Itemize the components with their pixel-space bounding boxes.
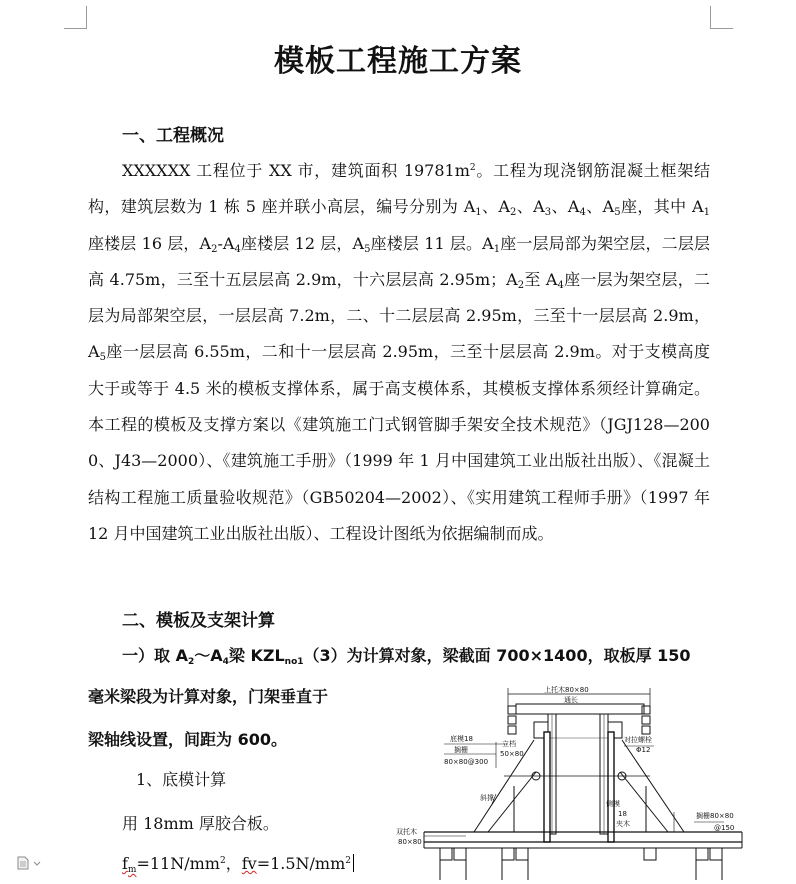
- formwork-drawing: [424, 688, 742, 880]
- label-double-bracket-spec: 80×80: [398, 838, 422, 846]
- formula-line: $f_m=11N/mm^2$，$fv=1.5N/mm^2$: [122, 852, 354, 876]
- label-top-beam: 上托木80×80: [544, 686, 589, 694]
- document-title: 模板工程施工方案: [274, 44, 522, 79]
- label-gang: 搁栅: [454, 746, 468, 754]
- label-side-mold-spec: 18: [618, 810, 627, 818]
- label-double-bracket: 双托木: [396, 828, 417, 836]
- section-heading-2: 二、模板及支架计算: [122, 611, 275, 631]
- label-tong-chang: 通长: [564, 696, 578, 704]
- label-brace: 斜撑: [480, 794, 494, 802]
- label-li-dang-spec: 50×80: [500, 750, 524, 758]
- margin-mark-top-right: [710, 6, 733, 29]
- formwork-diagram: [384, 682, 754, 880]
- document-icon[interactable]: [16, 856, 46, 870]
- subsection-heading-line3: 梁轴线设置，间距为 600。: [88, 730, 287, 749]
- subsection-heading-line1: 一）取 $A_2\sim A_4$梁 $KZL_{no1}(3)$为计算对象，梁截面 700×1400，取板厚 150: [122, 646, 691, 667]
- label-side-mold: 侧模: [606, 800, 620, 808]
- section1-paragraph: XXXXXX 工程位于 XX 市，建筑面积 $19781m^2$。工程为现浇钢筋混凝土框架结构，建筑层数为 1 栋 5 座并联小高层，编号分别为 $A_1$、$A_2$、$A_3$、$A_4$、$A_5$座，其中 $A_1$座楼层 16 层，$A_2-A_4$座楼层 12 层，$A_5$座楼层 11 层。$A_1$座一层局部为架空层，二层层高 4.75m，三至十五层层高 2.9m，十六层层高 2.95m；$A_2$至 $A_4$座一层为架空层，二层为局部架空层，一层层高 7.2m，二、十二层层高 2.95m，三至十一层层高 2.9m，$A_5$座一层层高 6.55m，二和十一层层高 2.95m，三至十层层高 2.9m。对于支模高度大于或等于 4.5 米的模板支撑体系，属于高支模体系，其模板支撑体系须经计算确定。本工程的模板及支撑方案以《建筑施工门式钢管脚手架安全技术规范》（JGJ128—2000、J43—2000）、《建筑施工手册》（1999 年 1 月中国建筑工业出版社出版）、《混凝土结构工程施工质量验收规范》（GB50204—2002）、《实用建筑工程师手册》（1997 年 12 月中国建筑工业出版社出版）、工程设计图纸为依据编制而成。: [88, 161, 710, 543]
- label-grille-spec: @150: [714, 824, 735, 832]
- label-tie-bolt: 对拉螺栓: [624, 736, 652, 744]
- label-tie-bolt-spec: Φ12: [636, 746, 651, 754]
- section-heading-1: 一、工程概况: [122, 126, 224, 146]
- label-li-dang: 立档: [502, 740, 516, 748]
- margin-mark-top-left: [64, 6, 87, 29]
- label-grille: 搁栅80×80: [696, 812, 734, 820]
- subsection-heading-line2: 毫米梁段为计算对象，门架垂直于: [88, 687, 329, 706]
- item-text-plywood: 用 18mm 厚胶合板。: [122, 814, 279, 833]
- label-bottom-mold: 底模18: [450, 735, 473, 743]
- label-side-mold-name: 夹木: [616, 820, 630, 828]
- text-cursor: [353, 854, 354, 872]
- label-gang-spec: 80×80@300: [444, 758, 489, 766]
- item-heading-bottom-mold: 1、底模计算: [136, 770, 227, 789]
